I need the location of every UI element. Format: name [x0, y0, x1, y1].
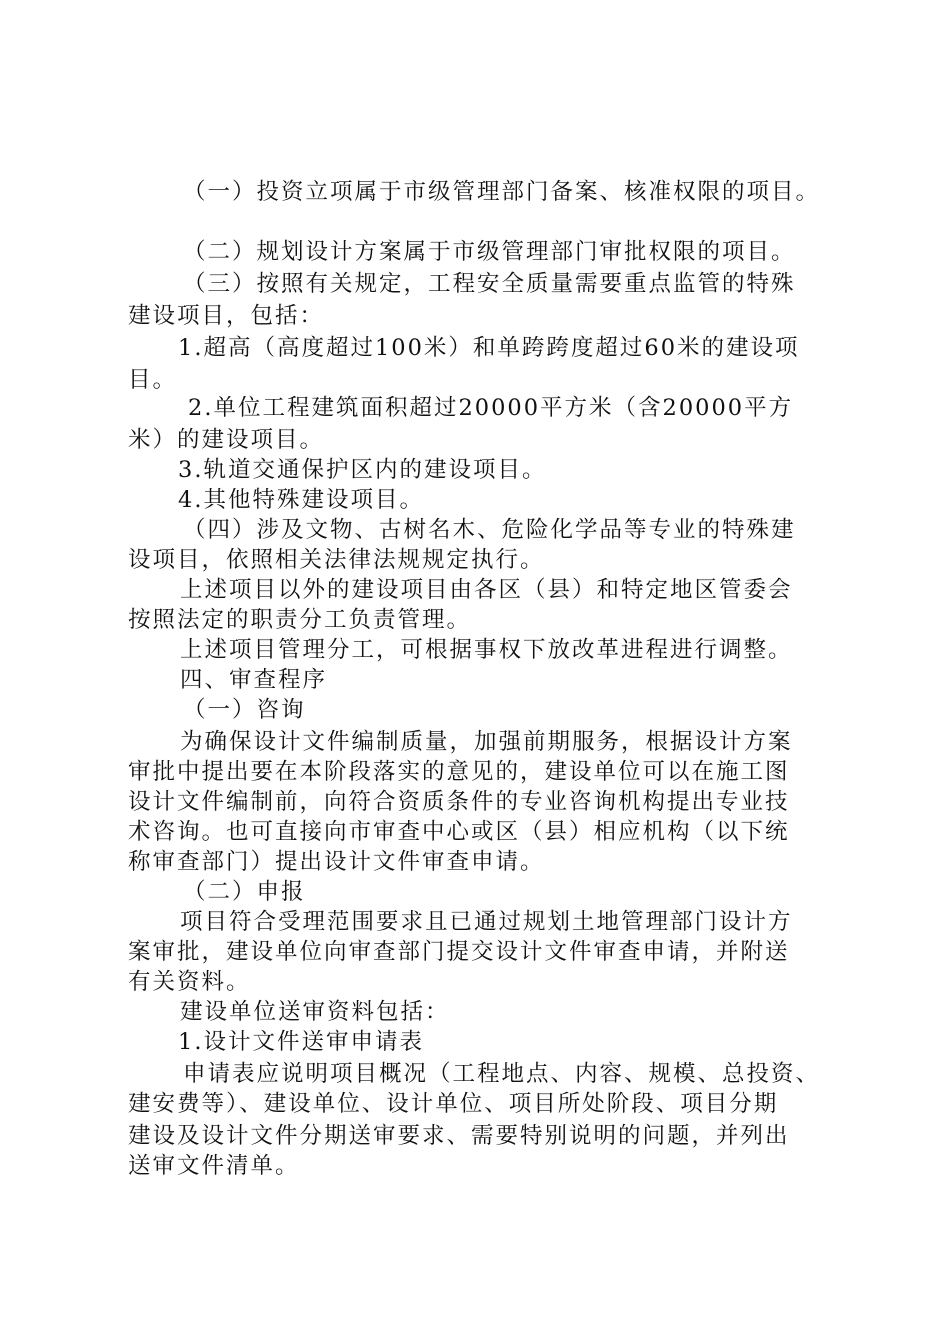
text-line: 2.单位工程建筑面积超过20000平方米（含20000平方: [188, 395, 794, 421]
text-line: 建设及设计文件分期送审要求、需要特别说明的问题，并列出: [128, 1123, 790, 1149]
text-line: 1.设计文件送审申请表: [178, 1029, 424, 1055]
text-line: 上述项目管理分工，可根据事权下放改革进程进行调整。: [180, 637, 793, 663]
text-line: 为确保设计文件编制质量，加强前期服务，根据设计方案: [180, 729, 793, 755]
text-line: 称审查部门）提出设计文件审查申请。: [128, 849, 545, 875]
subsection-heading: （二）申报: [183, 879, 306, 905]
text-line: 按照法定的职责分工负责管理。: [128, 607, 472, 633]
text-line: （四）涉及文物、古树名木、危险化学品等专业的特殊建: [183, 517, 796, 543]
text-line: 米）的建设项目。: [128, 427, 325, 453]
text-line: 目。: [128, 367, 178, 393]
text-line: （一）投资立项属于市级管理部门备案、核准权限的项目。: [183, 179, 821, 205]
text-line: 申请表应说明项目概况（工程地点、内容、规模、总投资、: [183, 1061, 821, 1087]
text-line: 建设单位送审资料包括：: [180, 999, 450, 1025]
text-line: 审批中提出要在本阶段落实的意见的，建设单位可以在施工图: [128, 759, 790, 785]
text-line: 4.其他特殊建设项目。: [178, 487, 424, 513]
text-line: 上述项目以外的建设项目由各区（县）和特定地区管委会: [180, 577, 793, 603]
text-line: 项目符合受理范围要求且已通过规划土地管理部门设计方: [180, 909, 793, 935]
text-line: 设项目，依照相关法律法规规定执行。: [128, 547, 545, 573]
text-line: 建安费等）、建设单位、设计单位、项目所处阶段、项目分期: [128, 1091, 779, 1117]
text-line: 送审文件清单。: [128, 1153, 300, 1179]
subsection-heading: （一）咨询: [183, 697, 306, 723]
text-line: 有关资料。: [128, 969, 251, 995]
text-line: 案审批，建设单位向审查部门提交设计文件审查申请，并附送: [128, 939, 790, 965]
text-line: 术咨询。也可直接向市审查中心或区（县）相应机构（以下统: [128, 819, 790, 845]
text-line: 建设项目，包括：: [128, 303, 325, 329]
text-line: （二）规划设计方案属于市级管理部门审批权限的项目。: [183, 239, 796, 265]
text-line: 3.轨道交通保护区内的建设项目。: [178, 457, 547, 483]
text-line: （三）按照有关规定，工程安全质量需要重点监管的特殊: [183, 271, 796, 297]
text-line: 设计文件编制前，向符合资质条件的专业咨询机构提出专业技: [128, 789, 790, 815]
section-heading: 四、审查程序: [180, 667, 328, 693]
text-line: 1.超高（高度超过100米）和单跨跨度超过60米的建设项: [178, 335, 800, 361]
